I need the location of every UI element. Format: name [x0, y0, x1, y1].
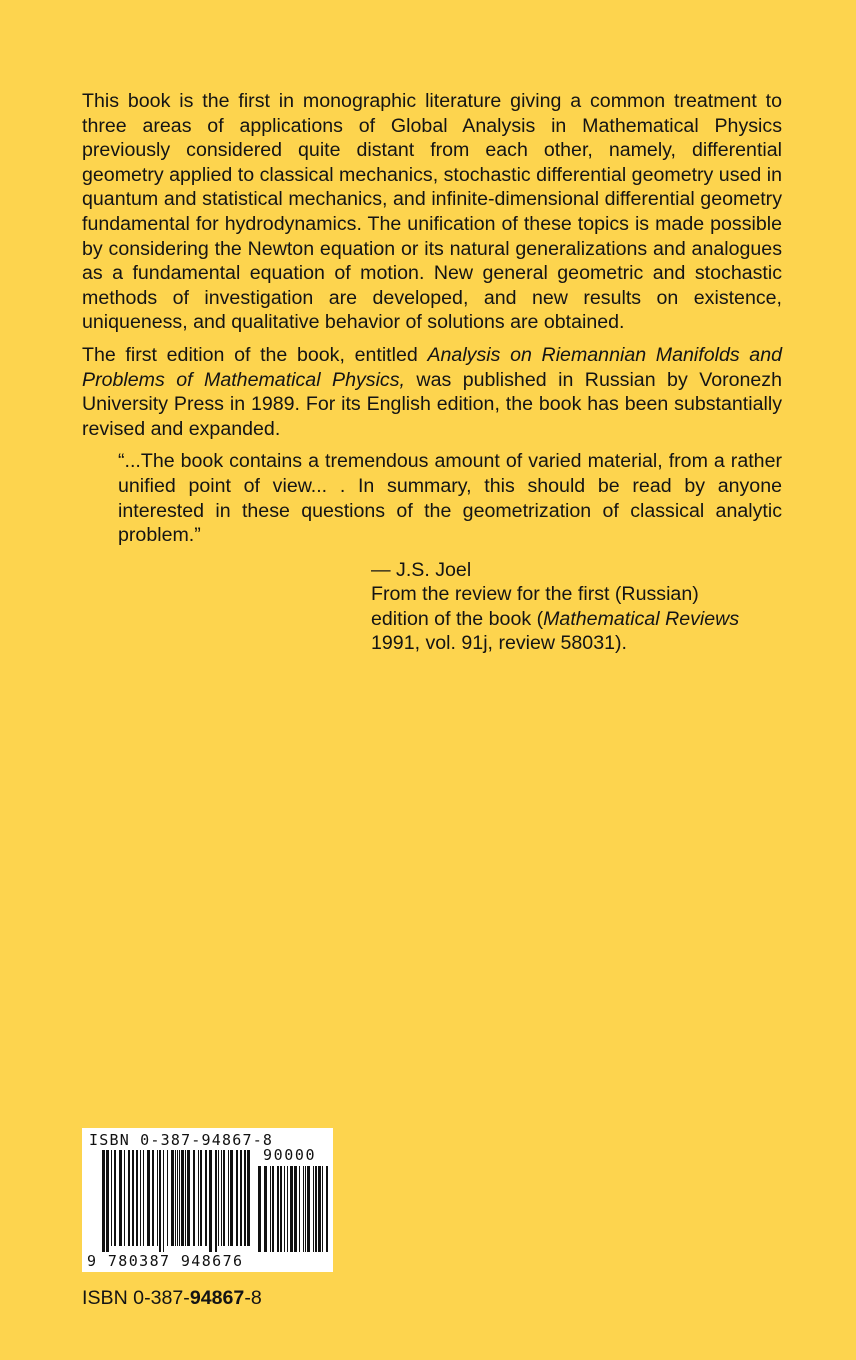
barcode-bar [215, 1150, 217, 1252]
barcode-bar [290, 1166, 293, 1252]
barcode-bar [284, 1166, 285, 1252]
barcode-bar [258, 1166, 261, 1252]
barcode-bar [277, 1166, 279, 1252]
barcode-bar [270, 1166, 271, 1252]
barcode-bar [171, 1150, 174, 1246]
isbn-suffix: -8 [244, 1287, 262, 1309]
barcode-bar [303, 1166, 304, 1252]
barcode-bar [163, 1150, 164, 1252]
barcode-bar [111, 1150, 112, 1246]
edition-prefix: The first edition of the book, entitled [82, 343, 428, 366]
barcode-bar [315, 1166, 317, 1252]
barcode-bar [287, 1166, 288, 1252]
barcode-bar [264, 1166, 267, 1252]
description-paragraph: This book is the first in monographic literature giving a common treatment to three areas of applications of Global Analysis in Mathematical Physics previously considered quite distant from each other, namely, differential geometry applied to classical mechanics, stochastic differential geometry used in quantum and statistical mechanics, and infinite-dimensional differential geometry fundamental for hydrodynamics. The unification of these topics is made possible by considering the Newton equation or its natural generalizations and analogues as a fundamental equation of motion. New general geometric and stochastic methods of investigation are developed, and new results on existence, uniqueness, and qualitative behavior of solutions are obtained. [82, 90, 782, 334]
barcode-bar [200, 1150, 202, 1246]
barcode-bar [280, 1166, 282, 1252]
barcode-bar [136, 1150, 138, 1246]
barcode-bar [326, 1166, 328, 1252]
barcode-bar [128, 1150, 130, 1246]
barcode-bar [185, 1150, 186, 1246]
barcode-bar [307, 1166, 310, 1252]
barcode-bar [175, 1150, 176, 1246]
attribution-line-2 [371, 607, 782, 632]
barcode-isbn-text: ISBN 0-387-94867-8 [89, 1131, 274, 1149]
barcode-bar [147, 1150, 150, 1246]
barcode-bar [218, 1150, 219, 1246]
barcode-bar [187, 1150, 190, 1246]
barcode-bar [247, 1150, 250, 1246]
barcode-bar [152, 1150, 154, 1246]
barcode-bar [114, 1150, 116, 1246]
barcode-bar [221, 1150, 222, 1246]
barcode-bar [305, 1166, 306, 1252]
barcode [82, 1128, 333, 1272]
review-attribution [371, 558, 782, 656]
barcode-bar [119, 1150, 122, 1246]
barcode-bar [205, 1150, 207, 1246]
edition-suffix: was published in Russian by Voronezh University Press in 1989. For its English edition, the book has been substantially revised and expanded. [82, 368, 783, 440]
barcode-bar [198, 1150, 199, 1246]
attribution-line-1: From the review for the first (Russian) [371, 583, 699, 606]
barcode-bar [223, 1150, 225, 1246]
barcode-bar [209, 1150, 212, 1252]
attribution-line-2-prefix: edition of the book ( [371, 607, 544, 630]
barcode-bar [193, 1150, 195, 1246]
barcode-bar [140, 1150, 141, 1246]
barcode-bar [159, 1150, 161, 1252]
isbn-prefix: ISBN 0-387- [82, 1287, 190, 1309]
barcode-number-text: 9 780387 948676 [87, 1252, 244, 1270]
barcode-bar [313, 1166, 314, 1252]
review-quote: “...The book contains a tremendous amount of varied material, from a rather unified point of view... . In summary, this should be read by anyone interested in these questions of the geometrization of classical analytic problem.” [118, 450, 782, 547]
barcode-bar [228, 1150, 229, 1246]
edition-paragraph [82, 343, 782, 441]
barcode-bar [318, 1166, 321, 1252]
barcode-bar [132, 1150, 134, 1246]
barcode-bar [106, 1150, 109, 1252]
barcode-bar [240, 1150, 242, 1246]
barcode-bar [322, 1166, 323, 1252]
barcode-bar [244, 1150, 246, 1246]
barcode-bar [181, 1150, 184, 1246]
barcode-bar [230, 1150, 233, 1246]
barcode-bar [167, 1150, 168, 1246]
isbn-line [82, 1287, 262, 1310]
attribution-line-3: 1991, vol. 91j, review 58031). [371, 632, 627, 655]
back-cover-text [82, 89, 782, 656]
barcode-bar [102, 1150, 105, 1252]
journal-name: Mathematical Reviews [543, 607, 740, 630]
isbn-bold: 94867 [189, 1287, 245, 1309]
barcode-bar [124, 1150, 125, 1246]
barcode-bar [272, 1166, 274, 1252]
barcode-bar [236, 1150, 238, 1246]
barcode-bar [294, 1166, 297, 1252]
barcode-bar [299, 1166, 300, 1252]
barcode-addon-text: 90000 [263, 1146, 317, 1164]
reviewer-name: — J.S. Joel [371, 558, 472, 581]
barcode-bar [143, 1150, 144, 1246]
barcode-bar [157, 1150, 158, 1246]
original-title: Analysis on Riemannian Manifolds and Problems of Mathematical Physics, [82, 343, 782, 391]
barcode-bar [179, 1150, 180, 1246]
barcode-bar [177, 1150, 178, 1246]
